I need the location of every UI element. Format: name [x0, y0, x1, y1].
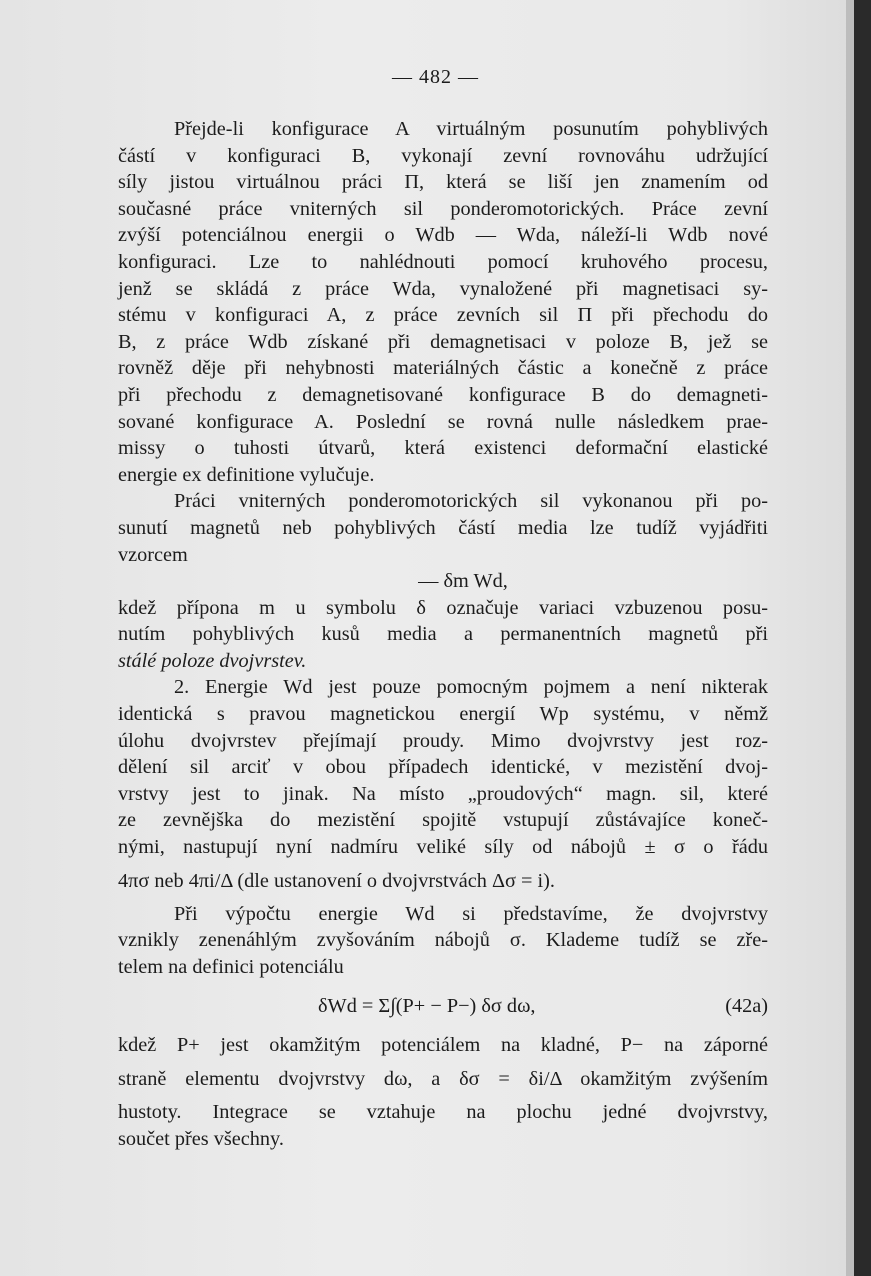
text-line: kdež přípona m u symbolu δ označuje variaci vzbuzenou posu- [118, 596, 768, 619]
text-line: částí v konfiguraci B, vykonají zevní rovnováhu udržující [118, 144, 768, 167]
text-line: rovněž děje při nehybnosti materiálných částic a konečně z práce [118, 357, 768, 380]
text-line: současné práce vniterných sil ponderomotorických. Práce zevní [118, 197, 768, 220]
text-line: ze zevnějška do mezistění spojitě vstupují zůstávajíce koneč- [118, 809, 768, 832]
text-line: missy o tuhosti útvarů, která existenci deformační elastické [118, 437, 768, 460]
text-line: Přejde-li konfigurace A virtuálným posunutím pohyblivých [174, 118, 768, 140]
text-line: zvýší potenciálnou energii o Wdb — Wda, náleží-li Wdb nové [118, 224, 768, 247]
text-line: nými, nastupují nyní nadmíru veliké síly od nábojů ± σ o řádu [118, 836, 768, 859]
text-line: sunutí magnetů neb pohyblivých částí media lze tudíž vyjádřiti [118, 516, 768, 539]
text-line: 4πσ neb 4πi/Δ (dle ustanovení o dvojvrstvách Δσ = i). [118, 869, 555, 892]
body-text [118, 116, 768, 1152]
text-line: B, z práce Wdb získané při demagnetisaci v poloze B, jež se [118, 330, 768, 353]
text-line: stálé poloze dvojvrstev. [118, 649, 307, 672]
text-line: Při výpočtu energie Wd si představíme, že dvojvrstvy [174, 902, 768, 925]
text-line: identická s pravou magnetickou energií Wp systému, v němž [118, 703, 768, 726]
text-line: nutím pohyblivých kusů media a permanentních magnetů při [118, 623, 768, 646]
text-line: vznikly zenenáhlým zvyšováním nábojů σ. Klademe tudíž se zře- [118, 929, 768, 952]
page-edge [846, 0, 854, 1276]
text-line: dělení sil arciť v obou případech identické, v mezistění dvoj- [118, 756, 768, 779]
text-line: konfiguraci. Lze to nahlédnouti pomocí kruhového procesu, [118, 250, 768, 273]
text-line: telem na definici potenciálu [118, 955, 344, 978]
text-line: úlohu dvojvrstev přejímají proudy. Mimo dvojvrstvy jest roz- [118, 729, 768, 752]
text-line: 2. Energie Wd jest pouze pomocným pojmem a není nikterak [174, 676, 768, 699]
text-line: součet přes všechny. [118, 1127, 284, 1150]
text-line: při přechodu z demagnetisované konfigurace B do demagneti- [118, 383, 768, 406]
text-line: vzorcem [118, 543, 188, 566]
equation-42a [118, 980, 768, 1032]
text-line: energie ex definitione vylučuje. [118, 463, 375, 486]
page-number: — 482 — [392, 66, 479, 88]
scan-border [854, 0, 871, 1276]
text-line: kdež P+ jest okamžitým potenciálem na kladné, P− na záporné [118, 1034, 768, 1057]
equation-body: δWd = Σ∫(P+ − P−) δσ dω, [318, 995, 536, 1018]
text-line: hustoty. Integrace se vztahuje na plochu jedné dvojvrstvy, [118, 1101, 768, 1123]
text-line: síly jistou virtuálnou práci Π, která se liší jen znamením od [118, 171, 768, 194]
equation-number: (42a) [725, 995, 768, 1018]
text-line: Práci vniterných ponderomotorických sil vykonanou při po- [174, 490, 768, 513]
text-line: vrstvy jest to jinak. Na místo „proudových“ magn. sil, které [118, 782, 768, 805]
equation: — δm Wd, [418, 570, 508, 593]
text-line: sované konfigurace A. Poslední se rovná nulle následkem prae- [118, 410, 768, 433]
text-line: straně elementu dvojvrstvy dω, a δσ = δi/Δ okamžitým zvýšením [118, 1068, 768, 1090]
text-line: stému v konfiguraci A, z práce zevních sil Π při přechodu do [118, 304, 768, 327]
text-line: jenž se skládá z práce Wda, vynaložené při magnetisaci sy- [118, 277, 768, 300]
